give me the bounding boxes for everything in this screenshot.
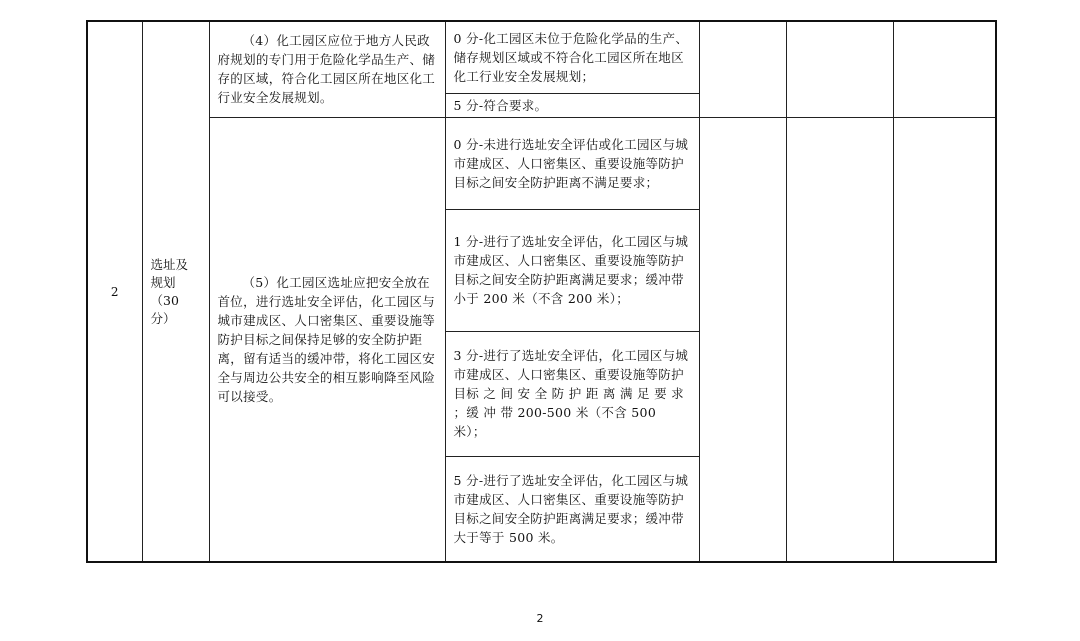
page-number: 2: [536, 612, 544, 625]
empty-cell: [786, 21, 893, 117]
requirement-text: （5）化工园区选址应把安全放在首位，进行选址安全评估，化工园区与城市建成区、人口密集区、重要设施等防护目标之间保持足够的安全防护距离，留有适当的缓冲带，将化工园区安全与周边公共安全的相互影响降至风险可以接受。: [217, 274, 436, 404]
score-cell: [445, 93, 699, 117]
empty-cell: [893, 117, 996, 562]
row-number: 2: [110, 284, 119, 299]
scoring-table: [86, 20, 997, 563]
empty-cell: [786, 117, 893, 562]
requirement-cell: [209, 21, 445, 117]
empty-cell: [699, 21, 786, 117]
empty-cell: [699, 117, 786, 562]
score-cell: [445, 331, 699, 456]
category-cell: [142, 21, 209, 562]
row-number-cell: [87, 21, 142, 562]
score-text: 1 分-进行了选址安全评估，化工园区与城市建成区、人口密集区、重要设施等防护目标之间安全防护距离满足要求；缓冲带小于 200 米（不含 200 米）；: [453, 234, 689, 306]
score-cell: [445, 209, 699, 331]
score-cell: [445, 117, 699, 209]
score-text: 5 分-符合要求。: [453, 97, 548, 113]
score-text: 3 分-进行了选址安全评估，化工园区与城市建成区、人口密集区、重要设施等防护目标 之 间 安 全 防 护 距 离 满 足 要 求 ；缓 冲 带 200-500 米（不含 500 米）；: [453, 348, 689, 439]
requirement-cell: [209, 117, 445, 562]
score-text: 0 分-化工园区未位于危险化学品的生产、储存规划区域或不符合化工园区所在地区化工行业安全发展规划；: [453, 30, 689, 84]
requirement-text: （4）化工园区应位于地方人民政府规划的专门用于危险化学品生产、储存的区域，符合化工园区所在地区化工行业安全发展规划。: [217, 33, 436, 106]
score-text: 5 分-进行了选址安全评估，化工园区与城市建成区、人口密集区、重要设施等防护目标之间安全防护距离满足要求；缓冲带大于等于 500 米。: [453, 473, 689, 545]
table-row: [87, 117, 996, 209]
category-text: 选址及 规划（30 分）: [150, 256, 189, 326]
table-row: [87, 21, 996, 93]
score-cell: [445, 456, 699, 562]
empty-cell: [893, 21, 996, 117]
score-text: 0 分-未进行选址安全评估或化工园区与城市建成区、人口密集区、重要设施等防护目标之间安全防护距离不满足要求；: [453, 136, 689, 190]
score-cell: [445, 21, 699, 93]
